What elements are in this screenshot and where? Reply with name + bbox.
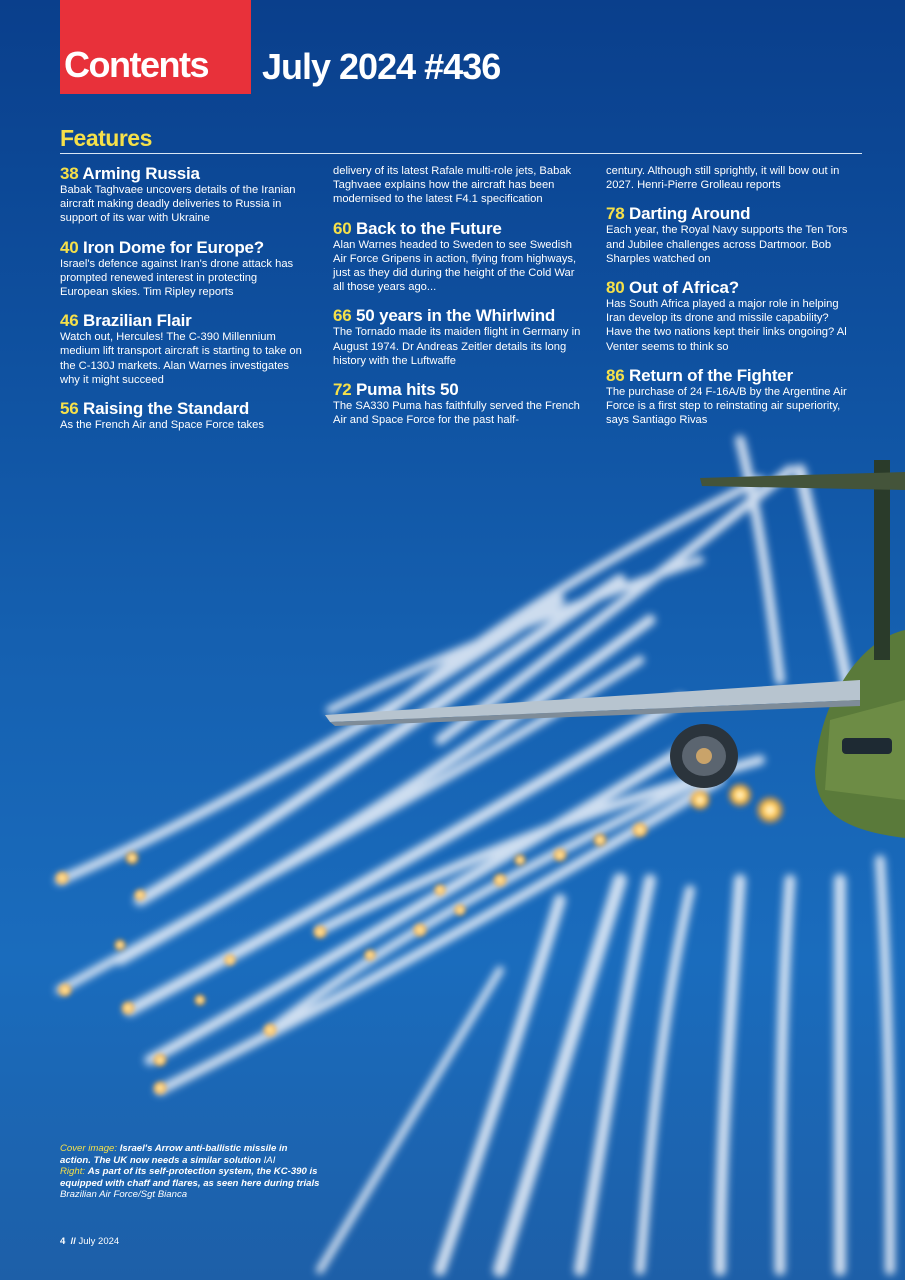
article-entry[interactable] xyxy=(60,164,308,226)
article-heading xyxy=(60,164,308,183)
article-blurb: The SA330 Puma has faithfully served the French Air and Space Force for the past half- xyxy=(333,400,580,427)
article-page-number: 78 xyxy=(606,204,625,224)
article-page-number: 86 xyxy=(606,365,625,385)
contents-column-2 xyxy=(333,164,581,439)
article-page-number: 46 xyxy=(60,311,79,331)
right-caption-label: Right: xyxy=(60,1166,86,1178)
contents-header-box xyxy=(60,0,251,94)
article-title: Puma hits 50 xyxy=(356,380,459,400)
article-page-number: 38 xyxy=(60,164,79,183)
article-blurb: Each year, the Royal Navy supports the Ten Tors and Jubilee challenges across Dartmoor. Bob Sharples watched on xyxy=(606,224,848,265)
folio-page-number: 4 xyxy=(60,1236,66,1247)
article-entry[interactable] xyxy=(333,306,581,368)
contents-column-1 xyxy=(60,164,308,444)
article-page-number: 60 xyxy=(333,218,352,238)
article-page-number: 72 xyxy=(333,380,352,400)
right-caption-credit: Brazilian Air Force/Sgt Bianca xyxy=(60,1189,188,1201)
article-title: Return of the Fighter xyxy=(629,365,793,385)
article-page-number: 40 xyxy=(60,237,79,257)
article-title: Back to the Future xyxy=(356,218,502,238)
article-blurb: The purchase of 24 F-16A/B by the Argentine Air Force is a first step to reinstating air superiority, says Santiago Rivas xyxy=(606,385,847,427)
article-heading xyxy=(606,204,854,223)
folio-separator: // xyxy=(70,1236,76,1247)
contents-column-3 xyxy=(606,164,854,439)
article-entry[interactable] xyxy=(60,311,308,387)
image-caption xyxy=(60,1143,320,1201)
article-page-number: 56 xyxy=(60,399,79,419)
article-blurb: As the French Air and Space Force takes xyxy=(60,419,264,432)
contents-label: Contents xyxy=(64,44,208,85)
article-blurb: Israel's defence against Iran's drone attack has prompted renewed interest in protecting European skies. Tim Ripley reports xyxy=(60,257,294,299)
article-blurb: century. Although still sprightly, it will bow out in 2027. Henri-Pierre Grolleau reports xyxy=(606,165,840,192)
article-heading xyxy=(333,306,581,325)
article-entry[interactable] xyxy=(606,204,854,266)
article-heading xyxy=(60,399,308,418)
folio-date: July 2024 xyxy=(78,1236,120,1247)
cover-caption-credit: IAI xyxy=(263,1154,276,1166)
article-entry[interactable] xyxy=(333,219,581,295)
article-title: Out of Africa? xyxy=(629,278,739,298)
article-title: Brazilian Flair xyxy=(83,311,192,331)
article-heading xyxy=(606,366,854,385)
article-blurb: Has South Africa played a major role in helping Iran develop its drone and missile capability? Have the two nations kept their links ongoing? Al Venter seems to think so xyxy=(606,298,847,353)
section-title: Features xyxy=(60,125,152,151)
article-blurb: The Tornado made its maiden flight in Germany in August 1974. Dr Andreas Zeitler details its long history with the Luftwaffe xyxy=(333,326,581,367)
article-continuation[interactable] xyxy=(333,164,581,207)
article-title: Raising the Standard xyxy=(83,399,250,419)
article-continuation[interactable] xyxy=(606,164,854,192)
article-heading xyxy=(333,380,581,399)
article-page-number: 80 xyxy=(606,278,625,298)
article-title: Arming Russia xyxy=(82,164,200,183)
right-caption-text: As part of its self-protection system, the KC-390 is equipped with chaff and flares, as seen here during trials xyxy=(60,1166,320,1189)
article-blurb: delivery of its latest Rafale multi-role jets, Babak Taghvaee explains how the aircraft has been modernised to the latest F4.1 specification xyxy=(333,165,572,206)
article-page-number: 66 xyxy=(333,306,352,326)
article-heading xyxy=(60,311,308,330)
cover-caption-text: Israel's Arrow anti-ballistic missile in action. The UK now needs a similar solution xyxy=(60,1143,288,1166)
article-title: Darting Around xyxy=(629,204,751,224)
article-blurb: Babak Taghvaee uncovers details of the Iranian aircraft making deadly deliveries to Russia in support of its war with Ukraine xyxy=(60,184,296,225)
article-entry[interactable] xyxy=(333,380,581,427)
page-folio xyxy=(60,1236,119,1247)
article-entry[interactable] xyxy=(606,366,854,428)
article-blurb: Alan Warnes headed to Sweden to see Swedish Air Force Gripens in action, flying from highways, just as they did during the height of the Cold War all those years ago... xyxy=(333,238,577,294)
article-heading xyxy=(333,219,581,238)
article-heading xyxy=(60,238,308,257)
article-blurb: Watch out, Hercules! The C-390 Millennium medium lift transport aircraft is starting to take on the C-130J markets. Alan Warnes investigates why it might succeed xyxy=(60,331,302,386)
article-entry[interactable] xyxy=(60,238,308,300)
article-heading xyxy=(606,278,854,297)
article-entry[interactable] xyxy=(60,399,308,432)
issue-title: July 2024 #436 xyxy=(262,46,501,87)
cover-caption-label: Cover image: xyxy=(60,1143,118,1154)
section-divider xyxy=(60,153,862,154)
article-title: 50 years in the Whirlwind xyxy=(356,306,556,326)
article-title: Iron Dome for Europe? xyxy=(83,237,264,257)
article-entry[interactable] xyxy=(606,278,854,354)
